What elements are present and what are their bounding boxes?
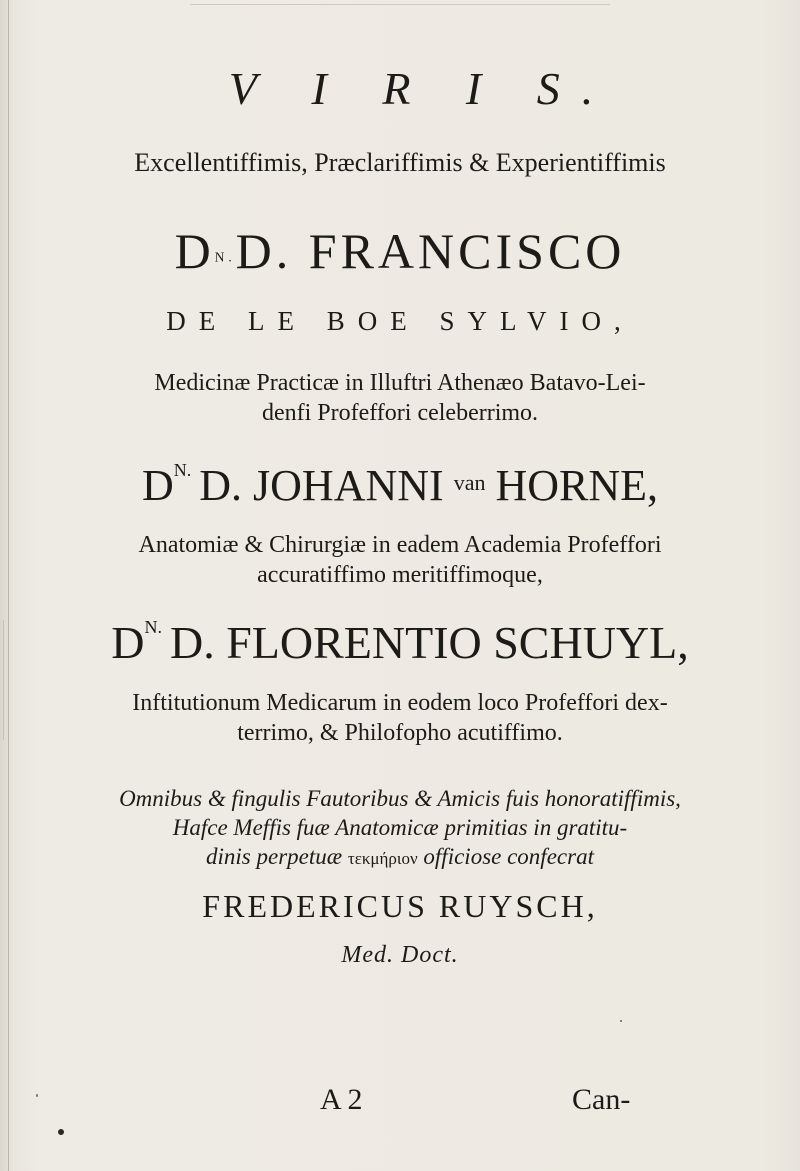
dedication-paragraph (0, 784, 800, 873)
epithets-line: Excellentiffimis, Præclariffimis & Experientiffimis (134, 148, 666, 177)
dedication-text: dinis perpetuæ (206, 844, 343, 869)
dn-abbrev: D (174, 223, 215, 279)
author-name: FREDERICUS RUYSCH, (202, 888, 598, 924)
dedicatee-1-description (0, 368, 800, 428)
dedicatee-2-particle: van (453, 470, 486, 495)
dedication-text: officiose confecrat (423, 844, 594, 869)
dedicatee-2-last: HORNE, (495, 461, 659, 510)
dedicatee-1-surname: DE LE BOE SYLVIO, (166, 306, 634, 336)
dedicatee-3-description (0, 688, 800, 748)
dedicatee-1-main: D. FRANCISCO (235, 223, 626, 279)
greek-word: τεκμήριον (347, 849, 418, 868)
honorific-sup: N. (214, 249, 236, 265)
signature-mark: A 2 (320, 1083, 363, 1116)
dn-abbrev: D (111, 617, 145, 668)
dedication-line: Hafce Meffis fuæ Anatomicæ primitias in gratitu- (172, 815, 628, 840)
dn-abbrev: D (141, 461, 174, 510)
dedicatee-2-description (0, 530, 800, 590)
dedicatee-3-main: D. FLORENTIO SCHUYL, (169, 617, 689, 668)
dedicatee-2-name (0, 460, 800, 511)
author-title: Med. Doct. (341, 942, 459, 968)
dedication-line (0, 842, 800, 873)
top-rule (190, 4, 610, 5)
dedicatee-3-name (0, 616, 800, 669)
description-line: Inftitutionum Medicarum in eodem loco Profeffori dex- (132, 690, 668, 716)
description-line: Medicinæ Practicæ in Illuftri Athenæo Batavo-Lei- (154, 370, 646, 396)
description-line: accuratiffimo meritiffimoque, (257, 562, 543, 588)
honorific-sup: N. (144, 617, 162, 637)
description-line: Anatomiæ & Chirurgiæ in eadem Academia Profeffori (138, 532, 662, 558)
ink-speck (36, 1094, 38, 1097)
ink-speck (58, 1129, 64, 1135)
description-line: denfi Profeffori celeberrimo. (261, 400, 539, 426)
honorific-sup: N. (173, 460, 192, 480)
heading-viris: V I R I S. (228, 63, 616, 114)
dedication-line: Omnibus & fingulis Fautoribus & Amicis fuis honoratiffimis, (119, 786, 681, 811)
description-line: terrimo, & Philofopho acutiffimo. (237, 720, 563, 746)
catchword: Can- (572, 1083, 631, 1116)
dedicatee-1-name (0, 222, 800, 280)
ink-speck (620, 1020, 622, 1022)
dedicatee-2-main: D. JOHANNI (199, 461, 444, 510)
